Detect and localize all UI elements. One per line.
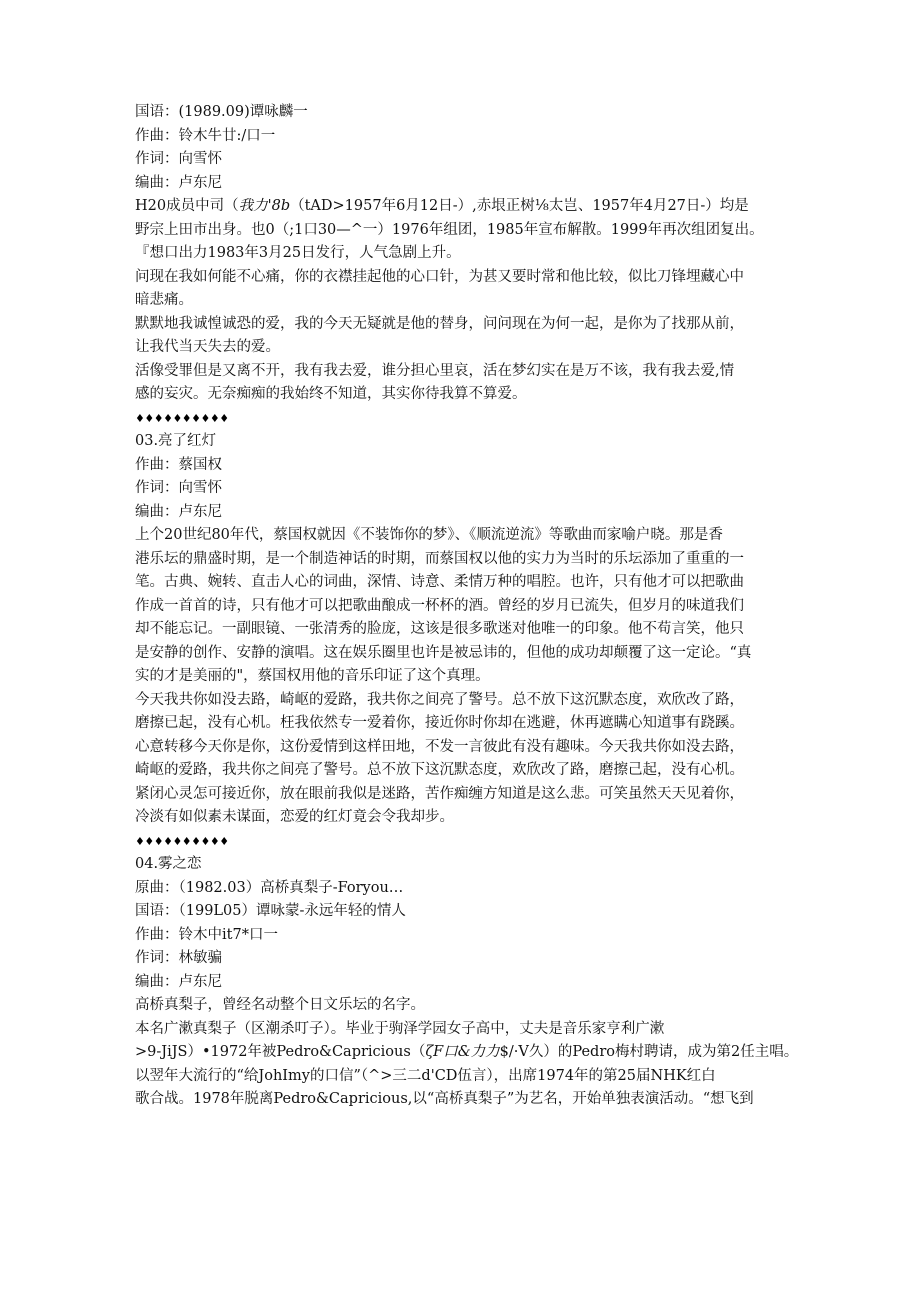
diamond-separator: ♦♦♦♦♦♦♦♦♦♦ <box>135 411 229 425</box>
bio-line: 『想口出力1983年3月25日发行，人气急剧上升。 <box>135 245 461 261</box>
bio-text: H20成员中司（ <box>135 198 239 214</box>
lyric-line: 崎岖的爱路，我共你之间亮了警号。总不放下这沉默态度，欢欣改了路，磨擦己起，没有心机。 <box>135 762 744 778</box>
lyric-line: 心意转移今天你是你，这份爱情到这样田地，不发一言彼此有没有趣味。今天我共你如没去路， <box>135 738 744 755</box>
composer-line: 作曲：蔡国权 <box>135 456 222 473</box>
diamond-separator: ♦♦♦♦♦♦♦♦♦♦ <box>135 834 229 848</box>
bio-line: 作成一首首的诗，只有他才可以把歌曲酿成一杯杯的酒。曾经的岁月已流失，但岁月的味道我们 <box>135 597 744 614</box>
lyric-line: 感的妄灾。无奈痴痴的我始终不知道，其实你待我算不算爱。 <box>135 386 527 402</box>
lyric-line: 问现在我如何能不心痛，你的衣襟挂起他的心口针，为甚又要时常和他比较，似比刀锋埋藏心中 <box>135 268 744 285</box>
composer-line: 作曲：铃木中it7*口一 <box>135 926 278 943</box>
song-title: 04.雾之恋 <box>135 856 202 872</box>
bio-line: 以翌年大流行的“给JohImy的口信”（^>三二d'CD伍言），出席1974年的第25届NHK红白 <box>135 1067 716 1084</box>
lyricist-line: 作词：向雪怀 <box>135 480 222 496</box>
bio-line: 野宗上田市出身。也0（;1口30—^一）1976年组团，1985年宣布解散。1999年再次组团复出。 <box>135 221 764 238</box>
song-title: 03.亮了红灯 <box>135 433 217 449</box>
lyric-line: 紧闭心灵怎可接近你，放在眼前我似是迷路，苦作痴缠方知道是这么悲。可笑虽然天天见着你， <box>135 785 744 802</box>
original-song-line: 原曲：（1982.03）高桥真梨子-Foryou… <box>135 879 404 896</box>
lyric-line: 暗悲痛。 <box>135 292 193 308</box>
bio-line <box>135 1041 799 1065</box>
bio-line: 上个20世纪80年代，蔡国权就因《不装饰你的梦》、《顺流逆流》等歌曲而家喻户晓。那是香 <box>135 527 723 543</box>
bio-text: >9-JiJS）•1972年被Pedro&Capricious（ <box>135 1044 426 1060</box>
bio-line: 港乐坛的鼎盛时期，是一个制造神话的时期，而蔡国权以他的实力为当时的乐坛添加了重重的一 <box>135 550 744 567</box>
lyric-line: 活像受罪但是又离不开，我有我去爱，谁分担心里哀，活在梦幻实在是万不该，我有我去爱,情 <box>135 362 735 379</box>
lyricist-line: 作词：林敏骗 <box>135 950 222 966</box>
lyric-line: 磨擦已起，没有心机。枉我依然专一爱着你，接近你时你却在逃避，休再遮瞒心知道事有跷蹊。 <box>135 715 744 731</box>
guoyu-line: 国语：（199L05）谭咏蒙-永远年轻的情人 <box>135 903 406 919</box>
arranger-line: 编曲：卢东尼 <box>135 973 222 990</box>
bio-text: $/·V久）的Pedro梅村聘请，成为第2任主唱。 <box>499 1044 799 1060</box>
bio-line: 实的才是美丽的"，蔡国权用他的音乐印证了这个真理。 <box>135 668 490 684</box>
document-page <box>135 101 799 1112</box>
bio-line <box>135 195 795 219</box>
arranger-line: 编曲：卢东尼 <box>135 503 222 520</box>
bio-italic-text: 我力'8b <box>238 198 291 214</box>
lyric-line: 默默地我诚惶诚恐的爱，我的今天无疑就是他的替身，问问现在为何一起，是你为了找那从前， <box>135 315 744 332</box>
intro-line: 高桥真梨子，曾经名动整个日文乐坛的名字。 <box>135 997 425 1013</box>
lyric-line: 让我代当天失去的爱。 <box>135 339 280 355</box>
bio-line: 本名广漱真梨子（区潮杀叮子）。毕业于驹泽学园女子高中，丈夫是音乐家亨利广漱 <box>135 1020 665 1037</box>
bio-line: 歌合战。1978年脱离Pedro&Capricious,以“高桥真梨子”为艺名，开始单独表演活动。“想飞到 <box>135 1091 754 1107</box>
bio-text: （tAD>1957年6月12日-）,赤垠正树⅛太岂、1957年4月27日-）均是 <box>290 198 749 214</box>
lyric-line: 冷淡有如似素未谋面，恋爱的红灯竟会令我却步。 <box>135 809 454 825</box>
bio-italic-text: ζF口&力力 <box>425 1044 500 1060</box>
bio-line: 笔。古典、婉转、直击人心的词曲，深情、诗意、柔情万种的唱腔。也许，只有他才可以把歌曲 <box>135 574 744 590</box>
arranger-line: 编曲：卢东尼 <box>135 174 222 191</box>
composer-line: 作曲：铃木牛廿:/口一 <box>135 127 276 144</box>
lyricist-line: 作词：向雪怀 <box>135 151 222 167</box>
lyric-line: 今天我共你如没去路，崎岖的爱路，我共你之间亮了警号。总不放下这沉默态度，欢欣改了路， <box>135 691 744 708</box>
bio-line: 却不能忘记。一副眼镜、一张清秀的脸庞，这该是很多歌迷对他唯一的印象。他不苟言笑，他只 <box>135 621 744 637</box>
guoyu-line: 国语：(1989.09)谭咏麟一 <box>135 104 308 120</box>
bio-line: 是安静的创作、安静的演唱。这在娱乐圈里也许是被忌讳的，但他的成功却颠覆了这一定论。“真 <box>135 644 752 661</box>
